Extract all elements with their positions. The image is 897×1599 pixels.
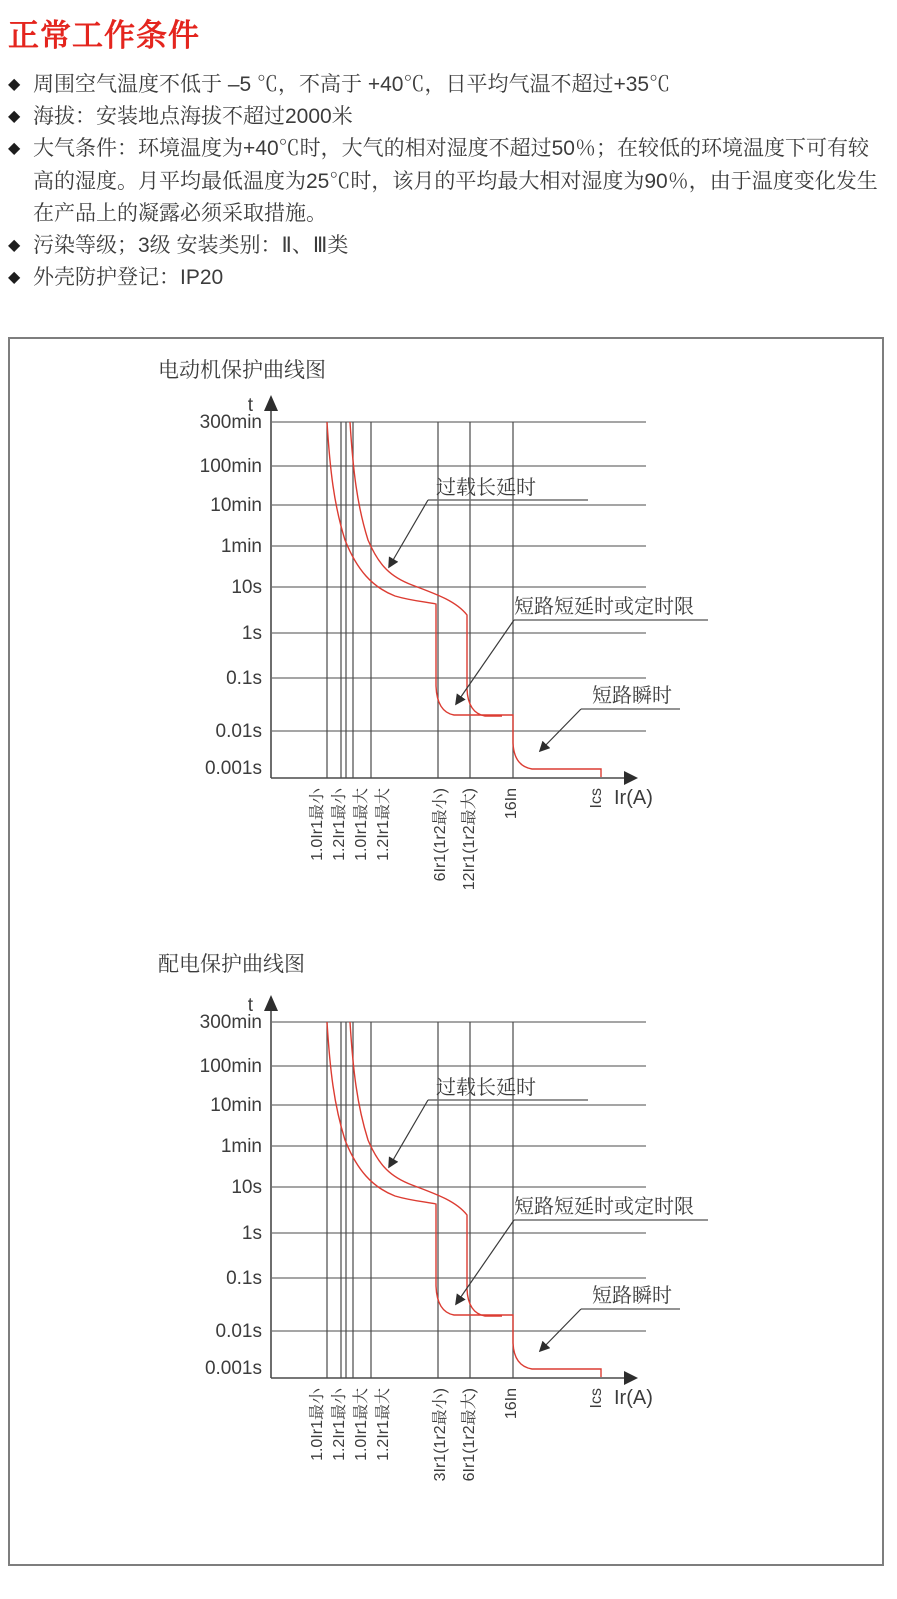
- list-item-text: 高的湿度。月平均最低温度为25℃时，该月的平均最大相对湿度为90％，由于温度变化发生: [33, 169, 878, 193]
- callout-label: 短路瞬时: [592, 1285, 672, 1307]
- list-item: [8, 101, 888, 133]
- list-item-text: 在产品上的凝露必须采取措施。: [33, 201, 327, 225]
- axes: [264, 995, 638, 1385]
- list-item-text: 海拔：安装地点海拔不超过2000米: [33, 105, 353, 129]
- x-axis-label: Ir(A): [614, 787, 653, 809]
- list-item: [8, 133, 888, 230]
- y-tick: 1s: [241, 623, 262, 644]
- y-tick: 0.1s: [226, 668, 262, 689]
- y-tick: 10min: [210, 1095, 262, 1116]
- x-tick: 1.0Ir1最小: [309, 1388, 326, 1461]
- y-tick: 0.1s: [226, 1268, 262, 1289]
- x-tick: 1.2Ir1最大: [375, 788, 392, 861]
- x-tick: 1.2Ir1最小: [331, 788, 348, 861]
- list-item-text: 污染等级；3级 安装类别：Ⅱ、Ⅲ类: [33, 234, 349, 258]
- x-tick: 1.2Ir1最小: [331, 1388, 348, 1461]
- x-tick: 12Ir1(1r2最大): [461, 788, 478, 891]
- y-tick: 10min: [210, 495, 262, 516]
- x-tick: 1.2Ir1最大: [375, 1388, 392, 1461]
- callout-label: 过载长延时: [436, 1077, 536, 1099]
- diamond-bullet-icon: ◆: [8, 140, 21, 158]
- diamond-bullet-icon: ◆: [8, 237, 21, 255]
- y-tick: 0.01s: [215, 1321, 262, 1342]
- list-item: [8, 230, 888, 262]
- x-tick: 1.0Ir1最大: [353, 1388, 370, 1461]
- y-tick-labels: [200, 1012, 262, 1379]
- y-axis-label: t: [247, 395, 253, 416]
- y-tick: 1min: [220, 536, 262, 557]
- x-axis-arrow-icon: [624, 1371, 638, 1385]
- x-tick: 3Ir1(1r2最小): [432, 1388, 449, 1482]
- diamond-bullet-icon: ◆: [8, 108, 21, 126]
- callout-label: 过载长延时: [436, 477, 536, 499]
- x-tick-labels: [308, 787, 605, 890]
- y-axis-arrow-icon: [264, 395, 278, 411]
- x-tick: 16In: [503, 788, 520, 820]
- x-tick: Ics: [588, 1388, 605, 1409]
- chart-title: 电动机保护曲线图: [158, 359, 326, 382]
- x-tick: 1.0Ir1最小: [309, 788, 326, 861]
- axes: [264, 395, 638, 785]
- x-tick: 6Ir1(1r2最小): [432, 788, 449, 882]
- x-tick: 16In: [503, 1388, 520, 1420]
- y-tick: 1min: [220, 1136, 262, 1157]
- chart-title: 配电保护曲线图: [158, 953, 305, 976]
- list-item-text: 周围空气温度不低于 –5 ℃，不高于 +40℃，日平均气温不超过+35℃: [33, 73, 671, 96]
- conditions-list: [8, 69, 888, 294]
- y-tick: 10s: [231, 1177, 262, 1198]
- callout-overload: [389, 1076, 588, 1167]
- x-axis-label: Ir(A): [614, 1387, 653, 1409]
- x-axis-arrow-icon: [624, 771, 638, 785]
- callout-label: 短路瞬时: [592, 685, 672, 707]
- list-item: [8, 262, 888, 294]
- diamond-bullet-icon: ◆: [8, 76, 21, 93]
- page-title: 正常工作条件: [8, 18, 200, 53]
- x-tick-labels: [308, 1387, 605, 1481]
- y-axis-label: t: [247, 995, 253, 1016]
- y-tick: 10s: [231, 577, 262, 598]
- list-item-text: 大气条件：环境温度为+40℃时，大气的相对湿度不超过50％；在较低的环境温度下可有较: [33, 137, 869, 161]
- y-tick: 100min: [199, 1056, 262, 1077]
- y-tick: 300min: [199, 1012, 262, 1033]
- y-axis-arrow-icon: [264, 995, 278, 1011]
- y-tick: 0.001s: [204, 1358, 262, 1379]
- x-tick: 1.0Ir1最大: [353, 788, 370, 861]
- callout-instant: [540, 684, 680, 751]
- callout-label: 短路短延时或定时限: [514, 596, 694, 618]
- x-tick: Ics: [588, 788, 605, 809]
- list-item: [8, 69, 888, 101]
- list-item-text: 外壳防护登记：IP20: [33, 266, 224, 290]
- x-tick: 6Ir1(1r2最大): [461, 1388, 478, 1482]
- y-tick: 100min: [199, 456, 262, 477]
- callout-instant: [540, 1284, 680, 1351]
- y-tick: 0.01s: [215, 721, 262, 742]
- y-tick: 1s: [241, 1223, 262, 1244]
- callout-overload: [389, 476, 588, 567]
- callout-label: 短路短延时或定时限: [514, 1196, 694, 1218]
- distribution-protection-curve-chart: [0, 930, 897, 1520]
- motor-protection-curve-chart: [0, 330, 897, 920]
- y-tick: 0.001s: [204, 758, 262, 779]
- diamond-bullet-icon: ◆: [8, 269, 21, 287]
- y-tick: 300min: [199, 412, 262, 433]
- y-tick-labels: [200, 412, 262, 779]
